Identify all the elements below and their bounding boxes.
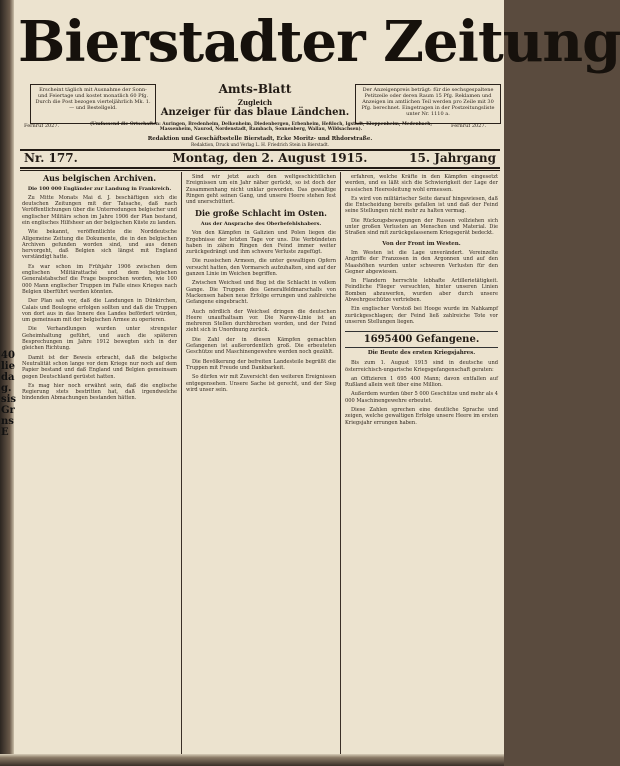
paragraph: Die russischen Armeen, die unter gewaltigen Opfern versucht hatten, den Vormarsch aufzuhalten, sind auf der ganzen Linie im Weichen begriffen. — [186, 258, 336, 278]
issue-date: Montag, den 2. August 1915. — [172, 151, 368, 165]
paragraph: Die Zahl der in diesen Kämpfen gemachten Gefangenen ist außerordentlich groß. Die erbeuteten Geschütze und Maschinengewehre werden noch gezählt. — [186, 336, 336, 356]
paragraph: Außerdem wurden über 5 000 Geschütze und mehr als 4 000 Maschinengewehre erbeutet. — [345, 391, 498, 404]
ad-price-box: Der Anzeigenpreis beträgt: für die sechsgespaltene Petitzeile oder deren Raum 15 Pfg. Reklamen und Anzeigen im amtlichen Teil werden pro Zeile mit 30 Pfg. berechnet. Eingetragen in der Postzeitungsliste unter Nr. 1110 a. — [355, 84, 501, 124]
rule-bottom — [20, 167, 500, 169]
paragraph: Im Westen ist die Lage unverändert. Vereinzelte Angriffe der Franzosen in den Argonnen und auf den Maashöhen wurden unter schweren Verlusten für den Gegner abgewiesen. — [345, 249, 498, 275]
masthead-subtitle3: Anzeiger für das blaue Ländchen. — [160, 107, 350, 118]
paragraph: Zwischen Weichsel und Bug ist die Schlacht in vollem Gange. Die Truppen des Generalfeldmarschalls von Mackensen haben neue Erfolge errungen und zahlreiche Gefangene eingebracht. — [186, 280, 336, 306]
phone-right: Fernruf 2027. — [451, 123, 487, 129]
rule-bottom-thin — [20, 170, 500, 171]
section-subheading: Von der Front im Westen. — [382, 240, 461, 247]
page-bottom-edge — [0, 754, 504, 766]
article-heading: Die große Schlacht im Osten. — [195, 208, 327, 219]
paragraph: Diese Zahlen sprechen eine deutliche Sprache und zeigen, welche gewaltigen Erfolge unsere Heere im ersten Kriegsjahr errungen haben. — [345, 407, 498, 426]
paragraph: Auch nördlich der Weichsel dringen die deutschen Heere unaufhaltsam vor. Die Narew-Linie ist an mehreren Stellen durchbrochen worden, und der Feind zieht sich in Unordnung zurück. — [186, 308, 336, 334]
article-heading: Aus belgischen Archiven. — [42, 173, 157, 183]
paragraph: erfahren, welche Kräfte in den Kämpfen eingesetzt werden, und es läßt sich die Schwierigkeit der Lage der russischen Heeresleitung wohl ermessen. — [345, 174, 498, 193]
paragraph: Die Rückzugsbewegungen der Russen vollziehen sich unter großen Verlusten an Menschen und Material. Die Straßen sind mit zurückgelassenem Kriegsgerät bedeckt. — [345, 217, 498, 237]
paragraph: Von den Kämpfen in Galizien und Polen liegen die Ergebnisse der letzten Tage vor uns. Die Verbündeten haben in zähem Ringen den Feind immer weiter zurückgedrängt und ihm schwere Verluste zugefügt. — [186, 230, 336, 256]
issue-number: Nr. 177. — [24, 151, 78, 165]
prisoners-box — [345, 331, 498, 356]
column-2 — [186, 174, 336, 754]
masthead-subtitle2: Zugleich — [237, 98, 273, 107]
column-3 — [345, 174, 498, 754]
paragraph: Es wird von militärischer Seite darauf hingewiesen, daß die Entscheidung bereits gefallen ist und daß der Feind seine Stellungen nicht mehr zu halten vermag. — [345, 195, 498, 215]
column-1 — [22, 174, 177, 754]
paragraph: Zu Mitte Monats Mai d. J. beschäftigen sich die deutschen Zeitungen mit der Tatsache, daß nach Veröffentlichungen über die Unterredungen belgischer und englischer Militärs schon im Jahre 1906 der Plan bestand, ein englisches Hilfsheer an der belgischen Küste zu landen. — [22, 194, 177, 226]
column-divider-2 — [340, 172, 341, 754]
subscription-box: Erscheint täglich mit Ausnahme der Sonn- und Feiertage und kostet monatlich 60 Pfg. Durch die Post bezogen vierteljährlich Mk. 1.— und Bestellgeld. — [30, 84, 156, 124]
phone-left: Fernruf 2027. — [24, 123, 60, 129]
column-divider-1 — [181, 172, 182, 754]
paragraph: Sind wir jetzt auch den weltgeschichtlichen Ereignissen um ein Jahr näher gerückt, so ist doch der Zusammenhang nicht unklar geworden. Das gewaltige Ringen geht seinen Gang, und unsere Heere stehen fest und unerschüttert. — [186, 174, 336, 206]
masthead-title: Bierstadter Zeitung — [18, 9, 620, 75]
paragraph: In Flandern herrschte lebhafte Artillerietätigkeit. Feindliche Flieger versuchten, hinter unseren Linien Bomben abzuwerfen, wurden aber durch unsere Abwehrgeschütze vertrieben. — [345, 278, 498, 304]
paragraph: Damit ist der Beweis erbracht, daß die belgische Neutralität schon lange vor dem Kriege nur noch auf dem Papier bestand und daß England und Belgien gemeinsam gegen Deutschland gerüstet hatten. — [22, 354, 177, 380]
issue-volume: 15. Jahrgang — [409, 151, 496, 165]
paragraph: an Offizieren 1 695 400 Mann; davon entfallen auf Rußland allein weit über eine Million. — [345, 375, 498, 389]
paragraph: So dürfen wir mit Zuversicht den weiteren Ereignissen entgegensehen. Unsere Sache ist gerecht, und der Sieg wird unser sein. — [186, 374, 336, 393]
office-line: Redaktion und Geschäftsstelle Bierstadt, Ecke Moritz- und Rhdorstraße. — [147, 136, 373, 142]
paragraph: Die Bevölkerung der befreiten Landesteile begrüßt die Truppen mit Freude und Dankbarkeit. — [186, 358, 336, 371]
prisoners-subline: Die Beute des ersten Kriegsjahres. — [367, 350, 476, 357]
printer-line: Redaktion, Druck und Verlag L. H. Friedrich Stein in Bierstadt. — [191, 143, 329, 148]
spine-fragment: 40 lie da g. sis Gr ns E — [1, 350, 17, 438]
prisoners-headline: 1695400 Gefangene. — [345, 331, 498, 348]
dateline — [20, 149, 500, 167]
paragraph: Wie bekannt, veröffentlichte die Norddeutsche Allgemeine Zeitung die Dokumente, die in den belgischen Archiven gefunden worden sind, und aus denen hervorgeht, daß Belgien sich längst mit England verständigt hatte. — [22, 229, 177, 261]
paragraph: Bis zum 1. August 1915 sind in deutsche und österreichisch-ungarische Kriegsgefangenschaft geraten: — [345, 360, 498, 373]
article-subheading: Aus der Ansprache des Oberbefehlshabers. — [200, 221, 322, 228]
article-subheading: Die 100 000 Engländer zur Landung in Frankreich. — [27, 185, 172, 192]
paragraph: Der Plan sah vor, daß die Landungen in Dünkirchen, Calais und Boulogne erfolgen sollten und daß die Truppen von dort aus in das Innere des Landes befördert würden, um gemeinsam mit der belgischen Armee zu operieren. — [22, 298, 177, 324]
masthead-subtitle: Amts-Blatt — [218, 82, 292, 96]
paragraph: Es war schon im Frühjahr 1906 zwischen dem englischen Militärattaché und dem belgischen Generalstabschef die Frage besprochen worden, wie 100 000 Mann englischer Truppen im Falle eines Krieges nach Belgien überführt werden könnten. — [22, 263, 177, 295]
districts-line: (Umfassend die Ortschaften: Auringen, Bredenheim, Delkenheim, Diedenbergen, Erbenheim, Heßloch, Igstadt, Kloppenheim, Medenbach, Massenheim, Naurod, Nordenstadt, Rambach, Sonnenberg, Wallau, Wildsachsen). — [89, 122, 433, 133]
paragraph: Es mag hier noch erwähnt sein, daß die englische Regierung stets bestritten hat, daß irgendwelche bindenden Abmachungen bestanden hätten. — [22, 382, 177, 402]
paragraph: Ein englischer Vorstoß bei Hooge wurde im Nahkampf zurückgeschlagen; der Feind ließ zahlreiche Tote vor unseren Stellungen liegen. — [345, 306, 498, 325]
paragraph: Die Verhandlungen wurden unter strengster Geheimhaltung geführt, und auch die späteren Besprechungen im Jahre 1912 bewegten sich in der gleichen Richtung. — [22, 326, 177, 352]
